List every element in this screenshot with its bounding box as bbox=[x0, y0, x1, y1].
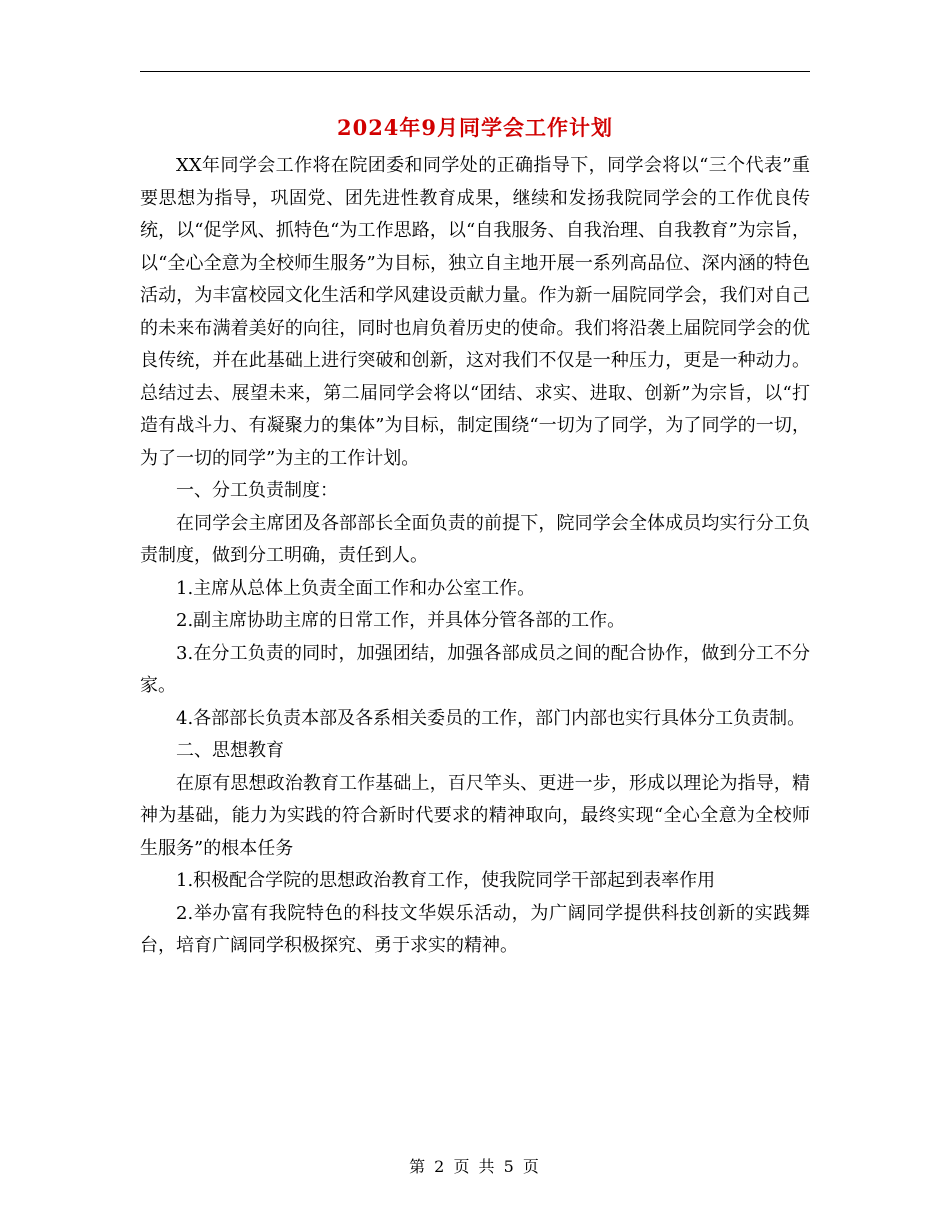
page-number: 第 2 页 共 5 页 bbox=[409, 1157, 541, 1176]
section-heading-2: 二、思想教育 bbox=[176, 740, 284, 761]
list-item: 3.在分工负责的同时，加强团结，加强各部成员之间的配合协作，做到分工不分家。 bbox=[140, 642, 810, 696]
intro-paragraph: XX年同学会工作将在院团委和同学处的正确指导下，同学会将以“三个代表”重要思想为指导，巩固党、团先进性教育成果，继续和发扬我院同学会的工作优良传统，以“促学风、抓特色“为工作思路，以“自我服务、自我治理、自我教育”为宗旨，以“全心全意为全校师生服务”为目标，独立自主地开展一系列高品位、深内涵的特色活动，为丰富校园文化生活和学风建设贡献力量。作为新一届院同学会，我们对自己的未来布满着美好的向往，同时也肩负着历史的使命。我们将沿袭上届院同学会的优良传统，并在此基础上进行突破和创新，这对我们不仅是一种压力，更是一种动力。总结过去、展望未来，第二届同学会将以“团结、求实、进取、创新”为宗旨，以“打造有战斗力、有凝聚力的集体”为目标，制定围绕“一切为了同学，为了同学的一切，为了一切的同学”为主的工作计划。 bbox=[140, 155, 810, 469]
paragraph: 在原有思想政治教育工作基础上，百尺竿头、更进一步，形成以理论为指导，精神为基础，能力为实践的符合新时代要求的精神取向，最终实现“全心全意为全校师生服务”的根本任务 bbox=[140, 772, 810, 859]
list-item: 4.各部部长负责本部及各系相关委员的工作，部门内部也实行具体分工负责制。 bbox=[176, 707, 806, 729]
document-body bbox=[140, 150, 810, 963]
paragraph: 在同学会主席团及各部部长全面负责的前提下，院同学会全体成员均实行分工负责制度，做到分工明确，责任到人。 bbox=[140, 512, 810, 566]
list-item: 2.副主席协助主席的日常工作，并具体分管各部的工作。 bbox=[176, 610, 626, 631]
header-rule bbox=[140, 71, 810, 72]
section-heading-1: 一、分工负责制度： bbox=[176, 480, 338, 501]
list-item: 2.举办富有我院特色的科技文华娱乐活动，为广阔同学提供科技创新的实践舞台，培育广阔同学积极探究、勇于求实的精神。 bbox=[140, 902, 810, 956]
document-title: 2024年9月同学会工作计划 bbox=[336, 115, 614, 140]
list-item: 1.积极配合学院的思想政治教育工作，使我院同学干部起到表率作用 bbox=[176, 870, 716, 891]
list-item: 1.主席从总体上负责全面工作和办公室工作。 bbox=[176, 577, 536, 599]
